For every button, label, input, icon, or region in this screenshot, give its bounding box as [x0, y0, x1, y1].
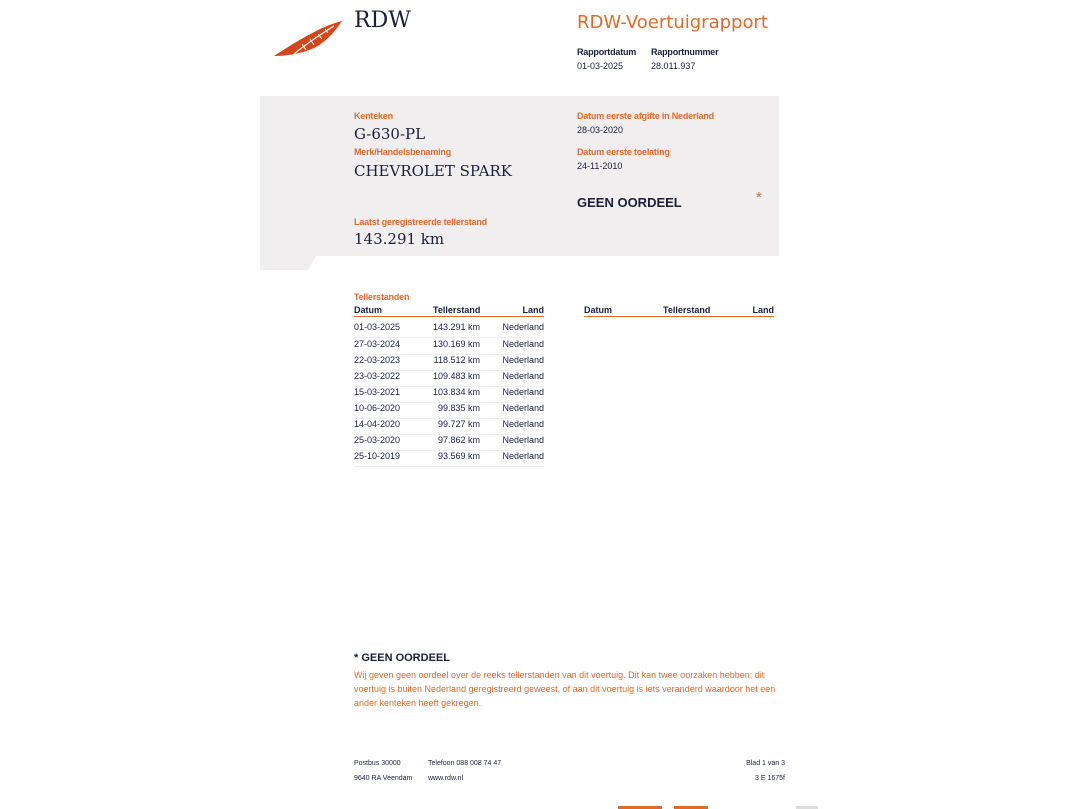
- col-land: Land: [752, 305, 774, 315]
- footer-code: 3 E 1675f: [755, 775, 785, 782]
- row-land: Nederland: [502, 322, 544, 332]
- row-datum: 23-03-2022: [354, 371, 401, 381]
- table-row: [354, 339, 544, 355]
- footer-telefoon: Telefoon 088 008 74 47: [428, 760, 502, 767]
- toelating-value: 24-11-2010: [577, 161, 623, 171]
- row-land: Nederland: [502, 451, 544, 461]
- row-tellerstand: 130.169 km: [432, 339, 480, 349]
- row-datum: 10-06-2020: [354, 403, 401, 413]
- row-tellerstand: 93.569 km: [437, 451, 480, 461]
- col-tellerstand: Tellerstand: [663, 305, 711, 315]
- table-row: [354, 322, 544, 338]
- kenteken-value: G-630-PL: [354, 125, 426, 143]
- row-tellerstand: 109.483 km: [432, 371, 480, 381]
- table-row: [354, 419, 544, 435]
- tellerstand-value: 143.291 km: [354, 230, 445, 248]
- row-land: Nederland: [502, 403, 544, 413]
- verdict-badge: GEEN OORDEEL: [577, 195, 682, 210]
- table-row: [354, 355, 544, 371]
- table-header-left: [354, 305, 544, 317]
- col-land: Land: [522, 305, 544, 315]
- summary-panel: [260, 96, 779, 270]
- footnote-text: Wij geven geen oordeel over de reeks tellerstanden van dit voertuig. Dit kan twee oorzaken hebben: dit voertuig is buiten Nederland geregistreerd geweest, of aan dit voertuig is iets veranderd waardoor het een ander kenteken heeft gekregen.: [354, 670, 776, 708]
- row-land: Nederland: [502, 371, 544, 381]
- row-datum: 27-03-2024: [354, 339, 401, 349]
- row-tellerstand: 99.835 km: [437, 403, 480, 413]
- row-land: Nederland: [502, 355, 544, 365]
- footer-postbus: Postbus 30000: [354, 760, 401, 767]
- rapportdatum-label: Rapportdatum: [577, 47, 637, 57]
- row-tellerstand: 118.512 km: [433, 355, 480, 365]
- footnote-title: [354, 652, 450, 664]
- kenteken-label: Kenteken: [354, 111, 393, 121]
- row-land: Nederland: [502, 387, 544, 397]
- row-land: Nederland: [502, 419, 544, 429]
- col-datum: Datum: [584, 305, 613, 315]
- row-tellerstand: 103.834 km: [432, 387, 480, 397]
- row-datum: 25-03-2020: [354, 435, 401, 445]
- col-datum: Datum: [354, 305, 383, 315]
- table-row: [354, 403, 544, 419]
- rapportnummer-label: Rapportnummer: [651, 47, 719, 57]
- afgifte-value: 28-03-2020: [577, 125, 624, 135]
- footnote-title-text: GEEN OORDEEL: [361, 652, 450, 664]
- rapportnummer-value: 28.011.937: [651, 61, 696, 71]
- rapportdatum-value: 01-03-2025: [577, 61, 624, 71]
- report-title: RDW-Voertuigrapport: [577, 12, 768, 33]
- row-datum: 25-10-2019: [354, 451, 401, 461]
- table-row: [354, 451, 544, 467]
- footer-website[interactable]: www.rdw.nl: [428, 775, 464, 782]
- row-land: Nederland: [502, 435, 544, 445]
- row-datum: 22-03-2023: [354, 355, 401, 365]
- verdict-asterisk: *: [756, 189, 762, 206]
- footnote-asterisk: *: [354, 652, 359, 664]
- table-row: [354, 371, 544, 387]
- afgifte-label: Datum eerste afgifte in Nederland: [577, 111, 714, 121]
- footer-address: 9640 RA Veendam: [354, 775, 413, 782]
- tellerstand-label: Laatst geregistreerde tellerstand: [354, 217, 487, 227]
- toelating-label: Datum eerste toelating: [577, 147, 670, 157]
- row-datum: 14-04-2020: [354, 419, 401, 429]
- row-tellerstand: 143.291 km: [432, 322, 480, 332]
- table-row: [354, 435, 544, 451]
- logo-text: RDW: [354, 8, 411, 33]
- table-header-right: [584, 305, 774, 317]
- table-row: [354, 387, 544, 403]
- rdw-logo-icon: [272, 20, 344, 60]
- merk-value: CHEVROLET SPARK: [354, 162, 512, 180]
- row-tellerstand: 99.727 km: [437, 419, 480, 429]
- tellerstanden-title: Tellerstanden: [354, 292, 410, 302]
- col-tellerstand: Tellerstand: [433, 305, 481, 315]
- merk-label: Merk/Handelsbenaming: [354, 147, 452, 157]
- footer-page: Blad 1 van 3: [746, 760, 785, 767]
- row-datum: 01-03-2025: [354, 322, 401, 332]
- row-datum: 15-03-2021: [354, 387, 401, 397]
- row-land: Nederland: [502, 339, 544, 349]
- row-tellerstand: 97.862 km: [437, 435, 480, 445]
